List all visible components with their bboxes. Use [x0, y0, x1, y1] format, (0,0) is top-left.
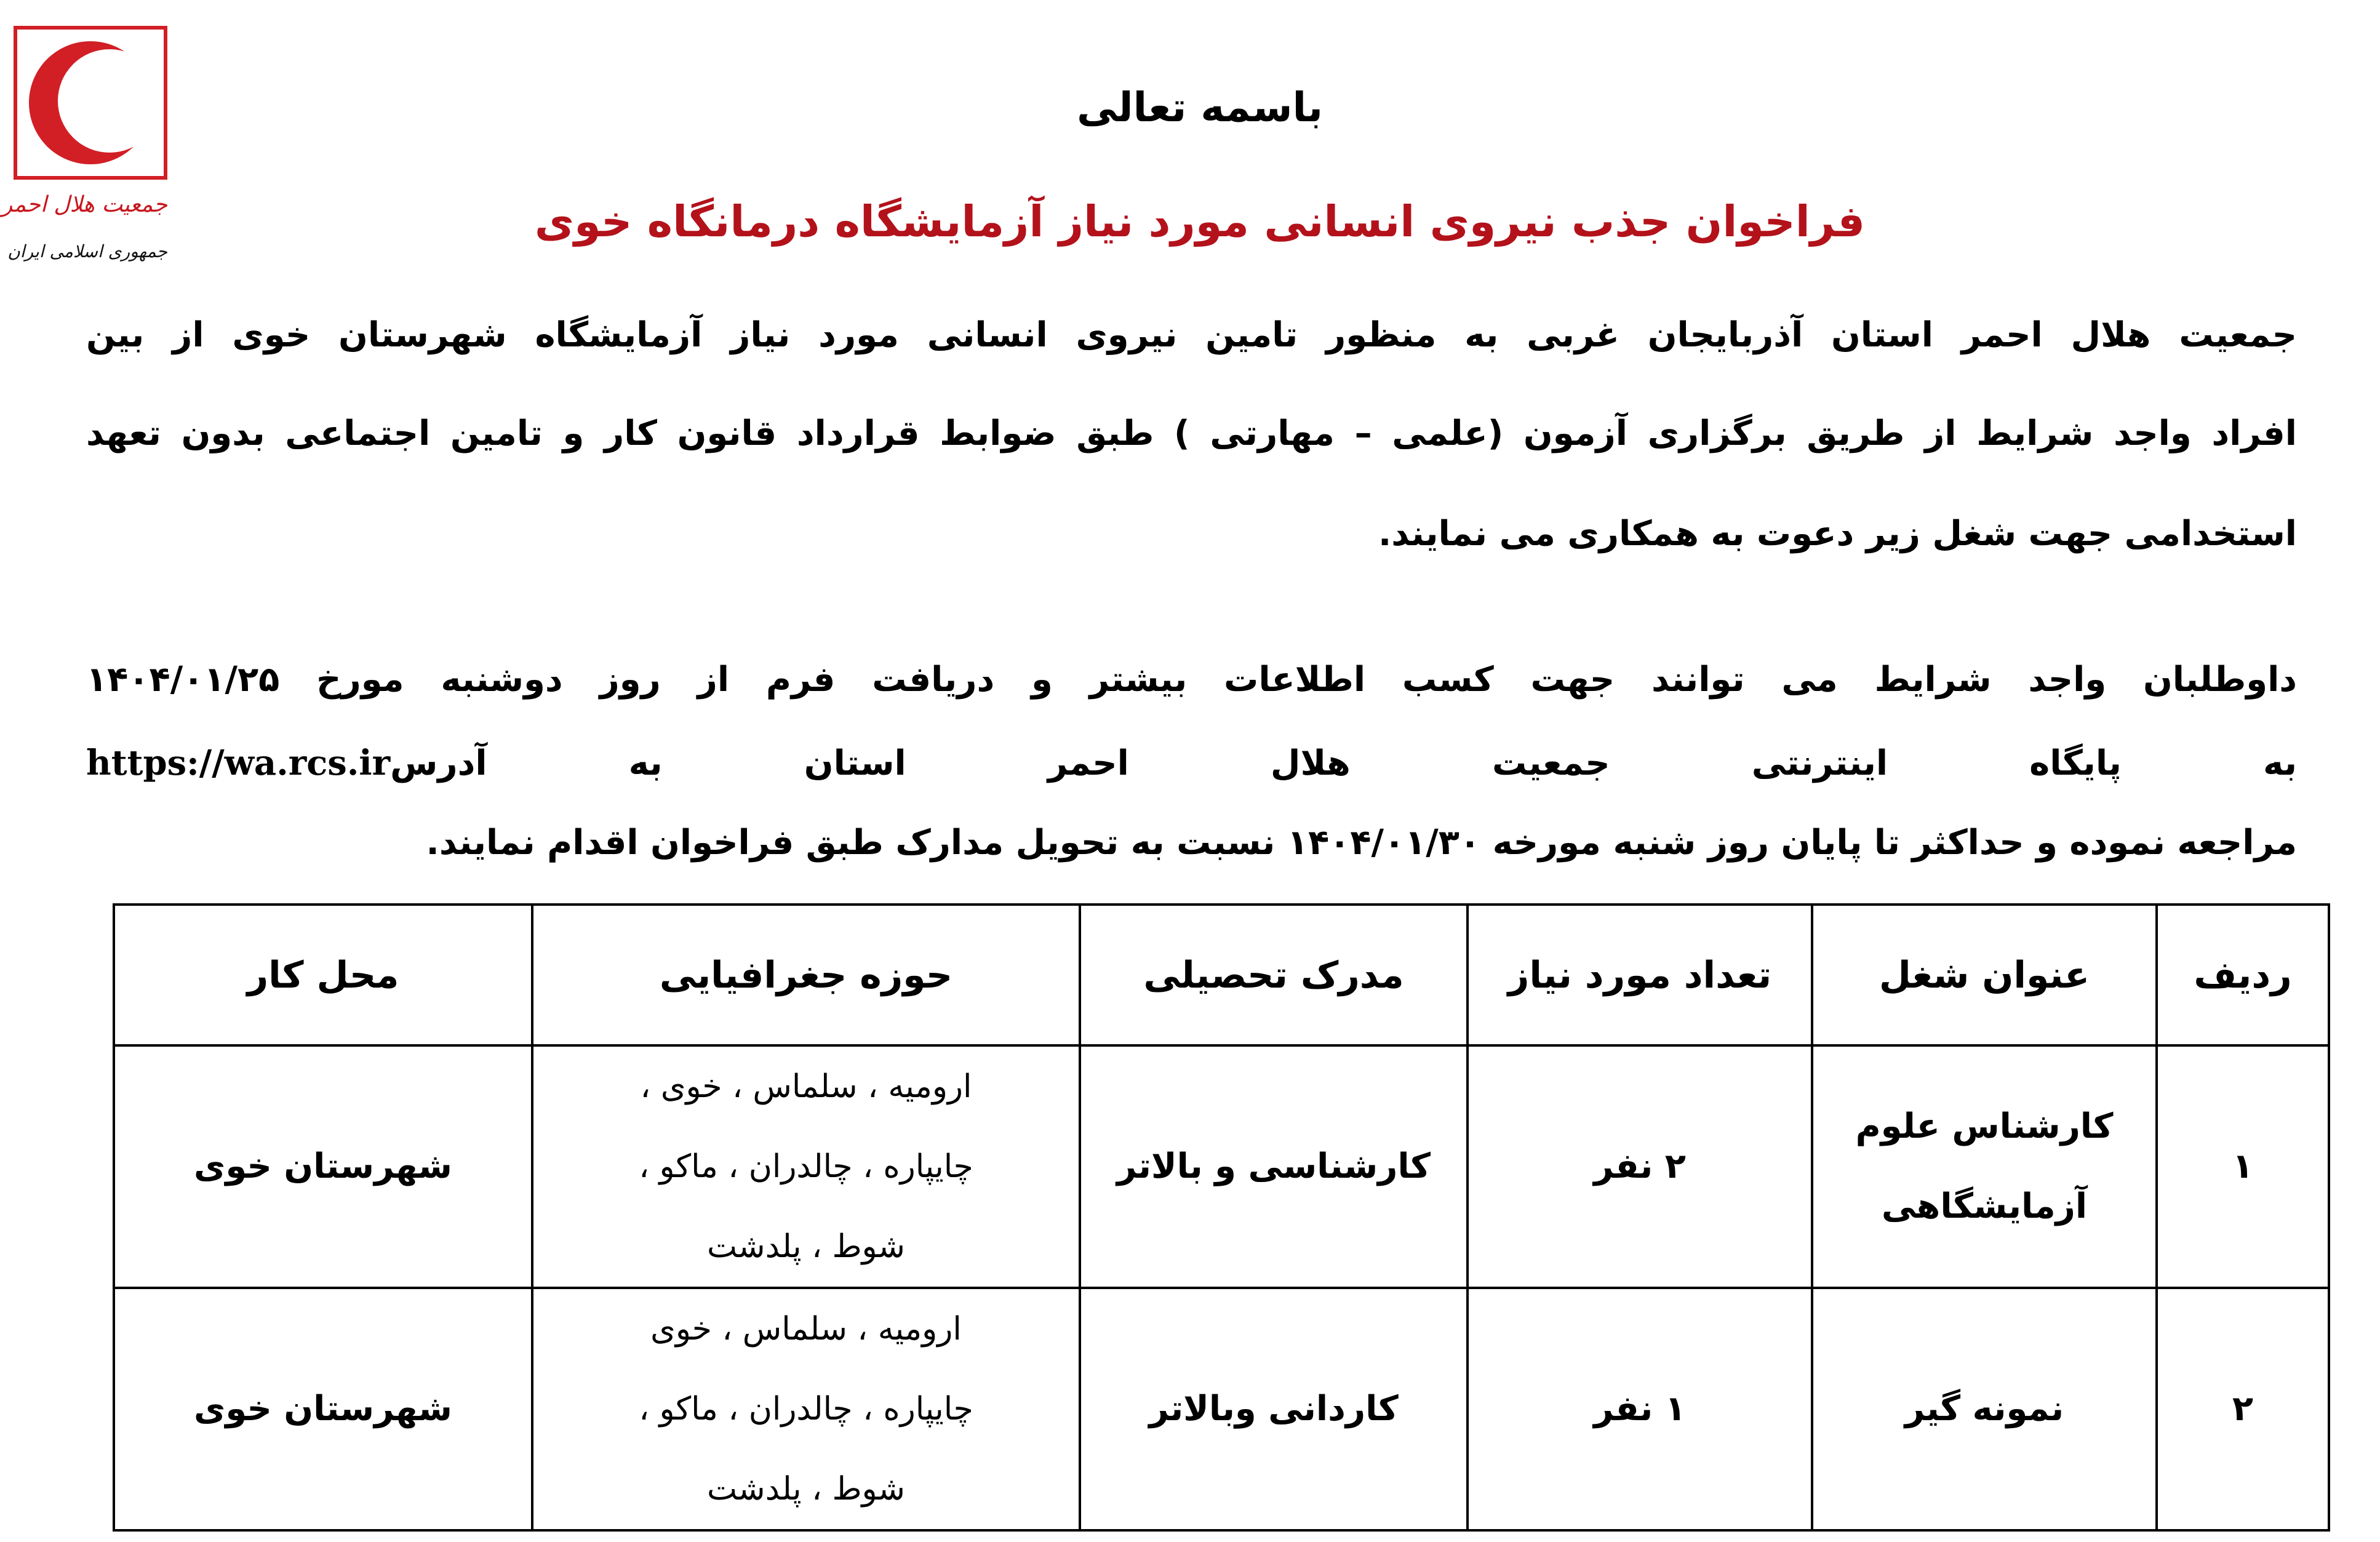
body-line-3: استخدامی جهت شغل زیر دعوت به همکاری می نمایند.	[1378, 514, 2297, 554]
basmala-heading: باسمه تعالی	[1076, 84, 1324, 131]
cell-degree: کارشناسی و بالاتر	[1080, 1045, 1468, 1288]
cell-job-title	[1812, 1045, 2157, 1288]
cell-region	[532, 1045, 1080, 1288]
region-line-1: ارومیه ، سلماس ، خوی ،	[640, 1068, 972, 1105]
logo-name-text: جمعیت هلال احمر	[1, 192, 167, 217]
logo-country-text: جمهوری اسلامی ایران	[7, 241, 167, 262]
red-crescent-logo	[1, 26, 167, 290]
region-line-2: چایپاره ، چالدران ، ماکو ،	[639, 1148, 973, 1185]
logo-frame	[14, 26, 167, 180]
header-place: محل کار	[114, 905, 532, 1045]
region-line-3: شوط ، پلدشت	[707, 1471, 905, 1508]
header-count: تعداد مورد نیاز	[1468, 905, 1812, 1045]
body-line-6: مراجعه نموده و حداکثر تا پایان روز شنبه مورخه ۱۴۰۴/۰۱/۳۰ نسبت به تحویل مدارک طبق فراخوان اقدام نمایند.	[426, 823, 2297, 863]
cell-count: ۲ نفر	[1468, 1045, 1812, 1288]
job-title-line-2: آزمایشگاهی	[1881, 1186, 2088, 1226]
cell-degree: کاردانی وبالاتر	[1080, 1288, 1468, 1530]
cell-row-number: ۱	[2157, 1045, 2329, 1288]
body-line-5	[86, 738, 2297, 788]
table-header-row	[114, 905, 2329, 1045]
body-line-1: جمعیت هلال احمر استان آذربایجان غربی به منظور تامین نیروی انسانی مورد نیاز آزمایشگاه شهرستان خوی از بین	[86, 315, 2297, 355]
job-title-line-1: نمونه گیر	[1904, 1389, 2064, 1429]
page-title: فراخوان جذب نیروی انسانی مورد نیاز آزمایشگاه درمانگاه خوی	[534, 196, 1866, 247]
cell-place: شهرستان خوی	[114, 1045, 532, 1288]
region-line-1: ارومیه ، سلماس ، خوی	[650, 1311, 962, 1348]
cell-place: شهرستان خوی	[114, 1288, 532, 1530]
body-line-4: داوطلبان واجد شرایط می توانند جهت کسب اطلاعات بیشتر و دریافت فرم از روز دوشنبه مورخ ۱۴۰۴/۰۱/۲۵	[86, 660, 2297, 700]
cell-count: ۱ نفر	[1468, 1288, 1812, 1530]
cell-row-number: ۲	[2157, 1288, 2329, 1530]
job-title-line-1: کارشناس علوم	[1855, 1106, 2114, 1146]
header-degree: مدرک تحصیلی	[1080, 905, 1468, 1045]
header-job-title: عنوان شغل	[1812, 905, 2157, 1045]
header-region: حوزه جغرافیایی	[532, 905, 1080, 1045]
cell-job-title	[1812, 1288, 2157, 1530]
table-row	[114, 1288, 2329, 1530]
body-line-5-text: به پایگاه اینترنتی جمعیت هلال احمر استان به آدرس	[390, 743, 2297, 783]
header-row-number: ردیف	[2157, 905, 2329, 1045]
red-crescent-icon	[17, 30, 164, 176]
website-link[interactable]: https://wa.rcs.ir	[86, 743, 391, 783]
table-row	[114, 1045, 2329, 1288]
jobs-table	[113, 903, 2330, 1532]
region-line-3: شوط ، پلدشت	[707, 1228, 905, 1265]
region-line-2: چایپاره ، چالدران ، ماکو ،	[639, 1391, 973, 1428]
body-line-2: افراد واجد شرایط از طریق برگزاری آزمون (علمی – مهارتی ) طبق ضوابط قرارداد قانون کار و تامین اجتماعی بدون تعهد	[86, 413, 2297, 453]
cell-region	[532, 1288, 1080, 1530]
